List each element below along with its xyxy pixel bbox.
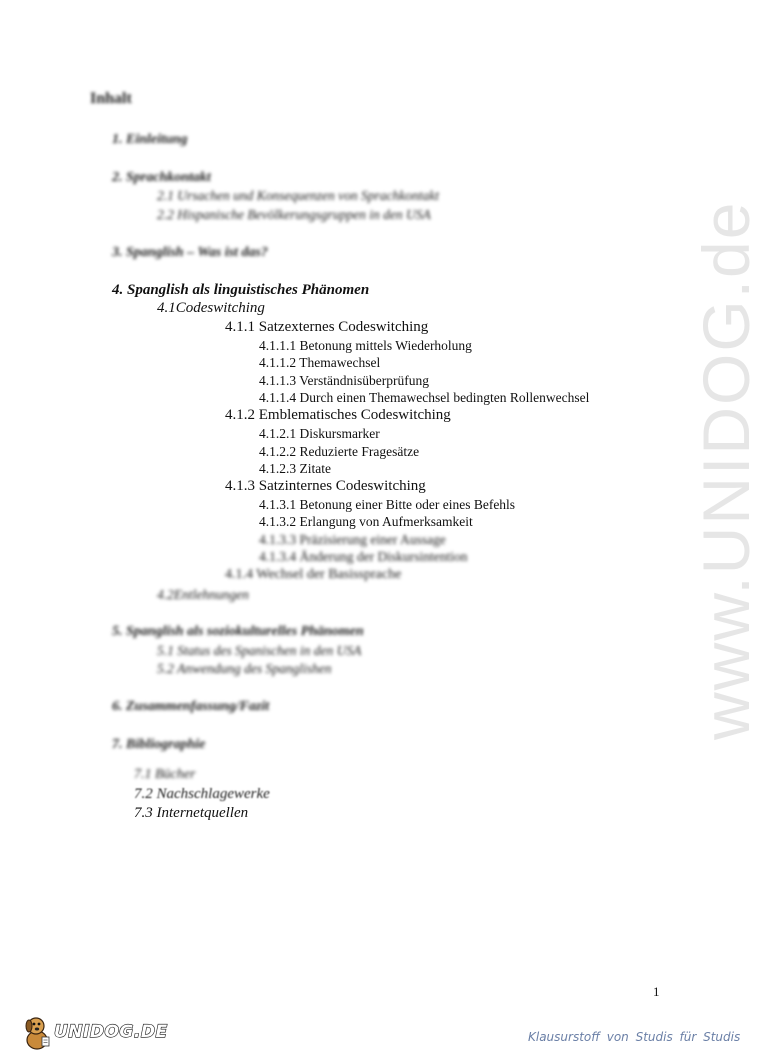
- toc-entry: 7.2 Nachschlagewerke: [134, 786, 270, 802]
- footer-slogan: Klausurstoff von Studis für Studis: [528, 1030, 741, 1044]
- toc-entry: 3. Spanglish – Was ist das?: [112, 245, 268, 260]
- toc-entry: 5. Spanglish als soziokulturelles Phänomen: [112, 624, 364, 639]
- toc-entry: 7.3 Internetquellen: [134, 805, 249, 821]
- toc-entry: 4.1.1.1 Betonung mittels Wiederholung: [259, 338, 472, 353]
- toc-entry: 4.1.1.4 Durch einen Themawechsel bedingten Rollenwechsel: [259, 390, 590, 405]
- toc-entry: 4.1.3.1 Betonung einer Bitte oder eines Befehls: [259, 497, 516, 512]
- toc-entry: 4.1.3.2 Erlangung von Aufmerksamkeit: [259, 514, 473, 529]
- toc-entry: 2. Sprachkontakt: [112, 170, 211, 185]
- toc-entry: 4. Spanglish als linguistisches Phänomen: [112, 282, 370, 298]
- toc-entry: 4.1.3.4 Änderung der Diskursintention: [259, 549, 468, 564]
- page-number: 1: [653, 984, 660, 999]
- watermark: www.UNIDOG.de: [689, 200, 763, 740]
- toc-entry: 7.1 Bücher: [134, 767, 196, 782]
- toc-entry: 2.1 Ursachen und Konsequenzen von Sprachkontakt: [157, 188, 439, 203]
- toc-entry: 4.1.3 Satzinternes Codeswitching: [225, 478, 426, 494]
- logo-text: UNIDOG.DE: [54, 1022, 168, 1042]
- toc-entry: 4.1.2.1 Diskursmarker: [259, 426, 380, 441]
- toc-entry: 4.1.4 Wechsel der Basissprache: [225, 567, 402, 582]
- toc-entry: 7. Bibliographie: [112, 737, 206, 752]
- toc-entry: 1. Einleitung: [112, 132, 188, 147]
- toc-heading: Inhalt: [90, 90, 132, 107]
- toc-entry: 4.1.1.2 Themawechsel: [259, 355, 381, 370]
- toc-entry: 4.1.2.3 Zitate: [259, 461, 331, 476]
- toc-entry: 4.1.2.2 Reduzierte Fragesätze: [259, 444, 420, 459]
- unidog-logo: [22, 1012, 168, 1052]
- dog-mascot-icon: [22, 1013, 52, 1051]
- toc-entry: 2.2 Hispanische Bevölkerungsgruppen in den USA: [157, 207, 431, 222]
- toc-entry: 5.1 Status des Spanischen in den USA: [157, 643, 362, 658]
- toc-entry: 6. Zusammenfassung/Fazit: [112, 699, 270, 714]
- toc-entry: 4.1.1.3 Verständnisüberprüfung: [259, 373, 429, 388]
- toc-entry: 4.2Entlehnungen: [157, 587, 249, 602]
- toc-entry: 5.2 Anwendung des Spanglishen: [157, 661, 332, 676]
- toc-entry: 4.1.3.3 Präzisierung einer Aussage: [259, 532, 446, 547]
- toc-entry: 4.1Codeswitching: [157, 300, 265, 316]
- toc-entry: 4.1.2 Emblematisches Codeswitching: [225, 407, 451, 423]
- toc-entry: 4.1.1 Satzexternes Codeswitching: [225, 319, 429, 335]
